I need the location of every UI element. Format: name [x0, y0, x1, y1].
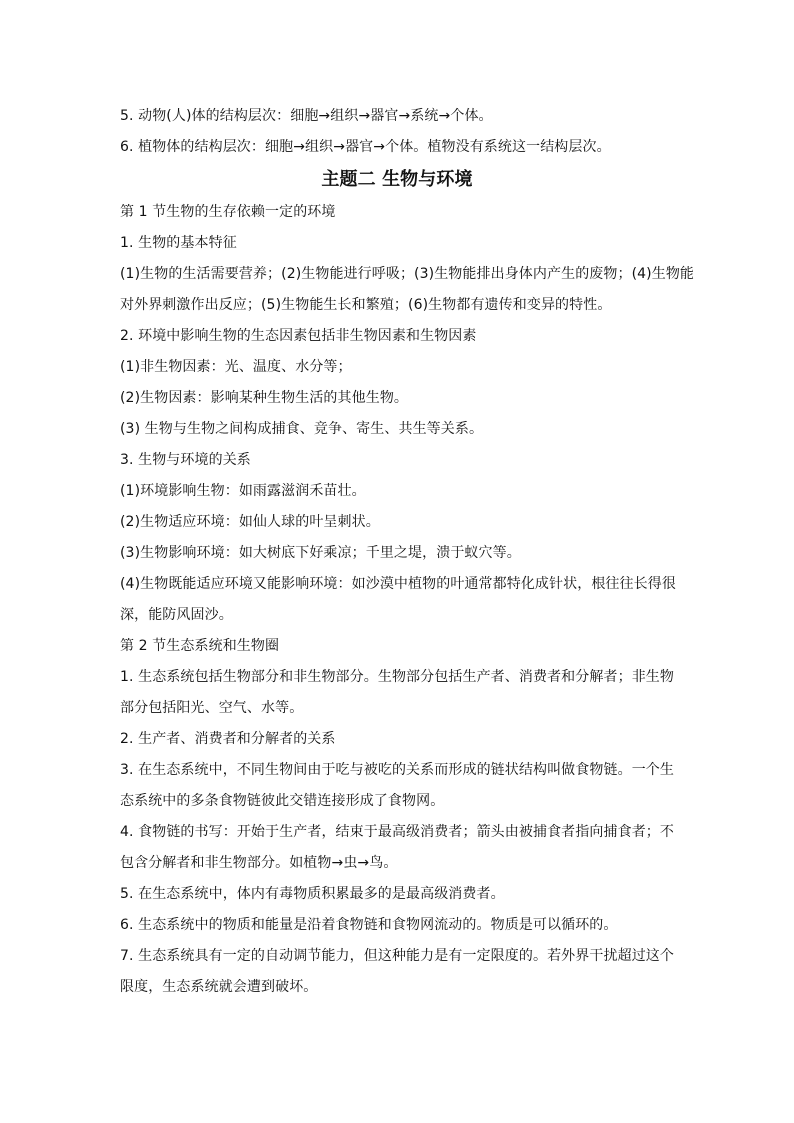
section-heading: 主题二 生物与环境 — [321, 169, 473, 190]
text-line: 6. 生态系统中的物质和能量是沿着食物链和食物网流动的。物质是可以循环的。 — [120, 917, 618, 933]
subsection-title: 第 1 节生物的生存依赖一定的环境 — [120, 204, 336, 220]
text-line: (2)生物因素：影响某种生物生活的其他生物。 — [120, 390, 409, 406]
text-line: 5. 动物(人)体的结构层次：细胞→组织→器官→系统→个体。 — [120, 108, 493, 124]
text-line: (1)非生物因素：光、温度、水分等； — [120, 359, 352, 375]
text-line: 态系统中的多条食物链彼此交错连接形成了食物网。 — [120, 793, 445, 809]
text-line: 1. 生态系统包括生物部分和非生物部分。生物部分包括生产者、消费者和分解者；非生物 — [120, 669, 674, 685]
text-line: 3. 在生态系统中，不同生物间由于吃与被吃的关系而形成的链状结构叫做食物链。一个生 — [120, 762, 674, 778]
text-line: (3)生物影响环境：如大树底下好乘凉；千里之堤，溃于蚁穴等。 — [120, 545, 521, 561]
text-line: 5. 在生态系统中，体内有毒物质积累最多的是最高级消费者。 — [120, 886, 505, 902]
subsection-title: 第 2 节生态系统和生物圈 — [120, 638, 280, 654]
text-line: 部分包括阳光、空气、水等。 — [120, 700, 304, 716]
text-line: 包含分解者和非生物部分。如植物→虫→鸟。 — [120, 855, 398, 871]
text-line: 深，能防风固沙。 — [120, 607, 233, 623]
text-line: 1. 生物的基本特征 — [120, 235, 237, 251]
text-line: 4. 食物链的书写：开始于生产者，结束于最高级消费者；箭头由被捕食者指向捕食者；不 — [120, 824, 674, 840]
text-line: (1)环境影响生物：如雨露滋润禾苗壮。 — [120, 483, 366, 499]
text-line: (2)生物适应环境：如仙人球的叶呈刺状。 — [120, 514, 380, 530]
text-line: 7. 生态系统具有一定的自动调节能力，但这种能力是有一定限度的。若外界干扰超过这个 — [120, 948, 674, 964]
text-line: 6. 植物体的结构层次：细胞→组织→器官→个体。植物没有系统这一结构层次。 — [120, 139, 611, 155]
text-line: 2. 环境中影响生物的生态因素包括非生物因素和生物因素 — [120, 328, 477, 344]
text-line: (4)生物既能适应环境又能影响环境：如沙漠中植物的叶通常都特化成针状，根往往长得很 — [120, 576, 676, 592]
text-line: 对外界刺激作出反应；(5)生物能生长和繁殖；(6)生物都有遗传和变异的特性。 — [120, 297, 612, 313]
text-line: 限度，生态系统就会遭到破坏。 — [120, 979, 318, 995]
text-line: 3. 生物与环境的关系 — [120, 452, 251, 468]
text-line: 2. 生产者、消费者和分解者的关系 — [120, 731, 336, 747]
text-line: (3) 生物与生物之间构成捕食、竞争、寄生、共生等关系。 — [120, 421, 484, 437]
text-line: (1)生物的生活需要营养；(2)生物能进行呼吸；(3)生物能排出身体内产生的废物；(4)生物能 — [120, 266, 695, 282]
